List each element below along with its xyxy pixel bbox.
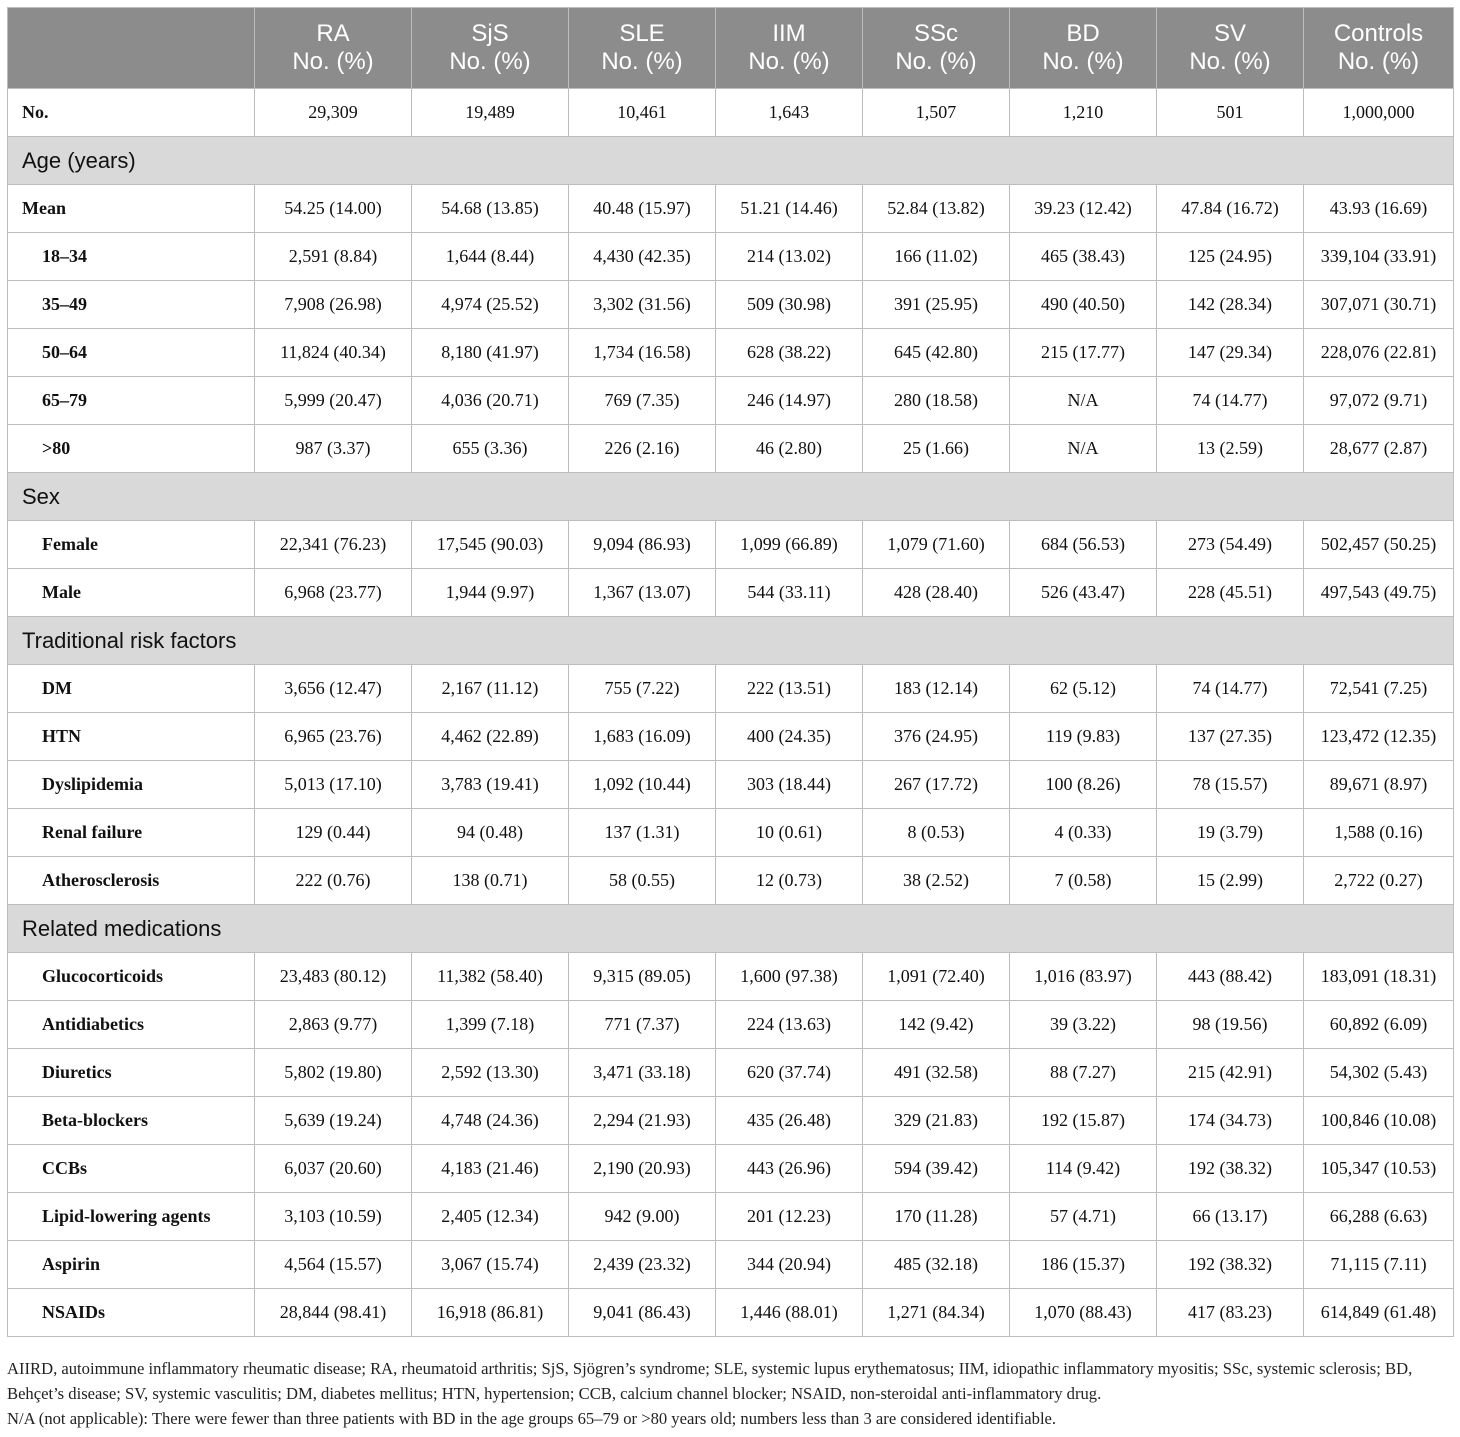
row-label: 65–79 [8, 377, 255, 425]
footnote-na-note: N/A (not applicable): There were fewer than three patients with BD in the age groups 65–79 or >80 years old; numbers less than 3 are considered identifiable. [7, 1409, 1057, 1428]
section-label: Sex [8, 473, 1454, 521]
table-cell: 490 (40.50) [1010, 281, 1157, 329]
table-row [8, 665, 1454, 713]
table-cell: 114 (9.42) [1010, 1145, 1157, 1193]
table-row [8, 377, 1454, 425]
section-row [8, 137, 1454, 185]
table-cell: 246 (14.97) [716, 377, 863, 425]
table-cell: 43.93 (16.69) [1304, 185, 1454, 233]
table-row [8, 569, 1454, 617]
table-cell: 417 (83.23) [1157, 1289, 1304, 1337]
row-label: >80 [8, 425, 255, 473]
column-header-sv [1157, 8, 1304, 89]
table-cell: 8 (0.53) [863, 809, 1010, 857]
table-cell: 97,072 (9.71) [1304, 377, 1454, 425]
table-cell: 1,210 [1010, 89, 1157, 137]
table-cell: 339,104 (33.91) [1304, 233, 1454, 281]
table-cell: 28,844 (98.41) [255, 1289, 412, 1337]
table-cell: 655 (3.36) [412, 425, 569, 473]
table-cell: 25 (1.66) [863, 425, 1010, 473]
column-name: SV [1213, 20, 1246, 47]
table-row [8, 1001, 1454, 1049]
table-cell: 15 (2.99) [1157, 857, 1304, 905]
table-cell: 443 (88.42) [1157, 953, 1304, 1001]
table-row [8, 1145, 1454, 1193]
table-cell: 226 (2.16) [569, 425, 716, 473]
table-cell: 344 (20.94) [716, 1241, 863, 1289]
table-cell: 769 (7.35) [569, 377, 716, 425]
header-corner [8, 8, 255, 89]
table-cell: 54.68 (13.85) [412, 185, 569, 233]
table-cell: 9,315 (89.05) [569, 953, 716, 1001]
table-cell: 614,849 (61.48) [1304, 1289, 1454, 1337]
table-cell: N/A [1010, 377, 1157, 425]
data-table [7, 7, 1454, 1337]
table-cell: 192 (15.87) [1010, 1097, 1157, 1145]
table-cell: 201 (12.23) [716, 1193, 863, 1241]
table-cell: 1,271 (84.34) [863, 1289, 1010, 1337]
table-cell: 147 (29.34) [1157, 329, 1304, 377]
table-cell: 5,013 (17.10) [255, 761, 412, 809]
row-label: Glucocorticoids [8, 953, 255, 1001]
table-cell: 2,592 (13.30) [412, 1049, 569, 1097]
table-cell: 3,302 (31.56) [569, 281, 716, 329]
table-cell: 183 (12.14) [863, 665, 1010, 713]
table-cell: 142 (28.34) [1157, 281, 1304, 329]
table-cell: 11,824 (40.34) [255, 329, 412, 377]
section-row [8, 905, 1454, 953]
table-cell: 54.25 (14.00) [255, 185, 412, 233]
row-label: CCBs [8, 1145, 255, 1193]
table-cell: 137 (27.35) [1157, 713, 1304, 761]
table-cell: 1,683 (16.09) [569, 713, 716, 761]
table-row [8, 425, 1454, 473]
table-cell: 2,439 (23.32) [569, 1241, 716, 1289]
row-label: 35–49 [8, 281, 255, 329]
table-cell: 376 (24.95) [863, 713, 1010, 761]
row-label: Diuretics [8, 1049, 255, 1097]
table-cell: 4,974 (25.52) [412, 281, 569, 329]
table-cell: 273 (54.49) [1157, 521, 1304, 569]
column-unit: No. (%) [292, 48, 374, 75]
column-name: RA [316, 20, 350, 47]
table-cell: 129 (0.44) [255, 809, 412, 857]
table-cell: 19,489 [412, 89, 569, 137]
table-cell: 594 (39.42) [863, 1145, 1010, 1193]
table-cell: N/A [1010, 425, 1157, 473]
row-label: 50–64 [8, 329, 255, 377]
table-cell: 443 (26.96) [716, 1145, 863, 1193]
table-cell: 23,483 (80.12) [255, 953, 412, 1001]
table-cell: 19 (3.79) [1157, 809, 1304, 857]
column-unit: No. (%) [1337, 48, 1420, 75]
table-cell: 60,892 (6.09) [1304, 1001, 1454, 1049]
table-cell: 267 (17.72) [863, 761, 1010, 809]
table-cell: 183,091 (18.31) [1304, 953, 1454, 1001]
table-row [8, 713, 1454, 761]
table-cell: 502,457 (50.25) [1304, 521, 1454, 569]
table-cell: 1,367 (13.07) [569, 569, 716, 617]
table-cell: 40.48 (15.97) [569, 185, 716, 233]
table-cell: 119 (9.83) [1010, 713, 1157, 761]
row-label: Antidiabetics [8, 1001, 255, 1049]
table-cell: 400 (24.35) [716, 713, 863, 761]
table-cell: 2,591 (8.84) [255, 233, 412, 281]
table-cell: 9,094 (86.93) [569, 521, 716, 569]
table-cell: 215 (42.91) [1157, 1049, 1304, 1097]
table-cell: 1,600 (97.38) [716, 953, 863, 1001]
row-label: No. [8, 89, 255, 137]
table-cell: 222 (0.76) [255, 857, 412, 905]
table-cell: 4,748 (24.36) [412, 1097, 569, 1145]
column-unit: No. (%) [1042, 48, 1124, 75]
table-cell: 88 (7.27) [1010, 1049, 1157, 1097]
column-header-sjs [412, 8, 569, 89]
table-cell: 100 (8.26) [1010, 761, 1157, 809]
document [7, 7, 1453, 1337]
table-row [8, 89, 1454, 137]
table-cell: 142 (9.42) [863, 1001, 1010, 1049]
column-name: BD [1066, 20, 1100, 47]
table-row [8, 857, 1454, 905]
table-cell: 6,968 (23.77) [255, 569, 412, 617]
column-unit: No. (%) [748, 48, 830, 75]
table-cell: 1,091 (72.40) [863, 953, 1010, 1001]
table-cell: 3,471 (33.18) [569, 1049, 716, 1097]
row-label: Aspirin [8, 1241, 255, 1289]
table-cell: 303 (18.44) [716, 761, 863, 809]
table-row [8, 809, 1454, 857]
column-name: SLE [619, 20, 665, 47]
row-label: DM [8, 665, 255, 713]
column-header-ra [255, 8, 412, 89]
section-row [8, 617, 1454, 665]
table-cell: 5,802 (19.80) [255, 1049, 412, 1097]
table-cell: 46 (2.80) [716, 425, 863, 473]
table-row [8, 953, 1454, 1001]
column-unit: No. (%) [1189, 48, 1271, 75]
row-label: Mean [8, 185, 255, 233]
table-cell: 491 (32.58) [863, 1049, 1010, 1097]
table-cell: 7 (0.58) [1010, 857, 1157, 905]
table-cell: 214 (13.02) [716, 233, 863, 281]
table-cell: 2,167 (11.12) [412, 665, 569, 713]
table-cell: 72,541 (7.25) [1304, 665, 1454, 713]
table-cell: 501 [1157, 89, 1304, 137]
table-row [8, 1049, 1454, 1097]
table-cell: 544 (33.11) [716, 569, 863, 617]
table-cell: 2,405 (12.34) [412, 1193, 569, 1241]
table-cell: 6,965 (23.76) [255, 713, 412, 761]
table-cell: 22,341 (76.23) [255, 521, 412, 569]
table-cell: 2,294 (21.93) [569, 1097, 716, 1145]
table-cell: 4,430 (42.35) [569, 233, 716, 281]
table-cell: 58 (0.55) [569, 857, 716, 905]
table-cell: 224 (13.63) [716, 1001, 863, 1049]
table-cell: 192 (38.32) [1157, 1241, 1304, 1289]
table-cell: 1,643 [716, 89, 863, 137]
table-cell: 89,671 (8.97) [1304, 761, 1454, 809]
table-cell: 1,588 (0.16) [1304, 809, 1454, 857]
table-cell: 1,079 (71.60) [863, 521, 1010, 569]
table-cell: 1,016 (83.97) [1010, 953, 1157, 1001]
table-cell: 3,783 (19.41) [412, 761, 569, 809]
table-cell: 1,507 [863, 89, 1010, 137]
table-cell: 5,999 (20.47) [255, 377, 412, 425]
table-cell: 509 (30.98) [716, 281, 863, 329]
header-row [8, 8, 1454, 89]
section-label: Traditional risk factors [8, 617, 1454, 665]
table-cell: 47.84 (16.72) [1157, 185, 1304, 233]
column-header-controls [1304, 8, 1454, 89]
table-cell: 755 (7.22) [569, 665, 716, 713]
table-cell: 29,309 [255, 89, 412, 137]
table-cell: 10,461 [569, 89, 716, 137]
table-cell: 628 (38.22) [716, 329, 863, 377]
table-cell: 5,639 (19.24) [255, 1097, 412, 1145]
table-cell: 645 (42.80) [863, 329, 1010, 377]
table-cell: 942 (9.00) [569, 1193, 716, 1241]
table-cell: 1,944 (9.97) [412, 569, 569, 617]
table-cell: 6,037 (20.60) [255, 1145, 412, 1193]
table-cell: 228,076 (22.81) [1304, 329, 1454, 377]
table-cell: 228 (45.51) [1157, 569, 1304, 617]
table-cell: 4,564 (15.57) [255, 1241, 412, 1289]
section-label: Related medications [8, 905, 1454, 953]
table-cell: 4,183 (21.46) [412, 1145, 569, 1193]
table-cell: 11,382 (58.40) [412, 953, 569, 1001]
table-cell: 74 (14.77) [1157, 377, 1304, 425]
table-cell: 3,103 (10.59) [255, 1193, 412, 1241]
table-row [8, 521, 1454, 569]
section-row [8, 473, 1454, 521]
table-cell: 192 (38.32) [1157, 1145, 1304, 1193]
row-label: 18–34 [8, 233, 255, 281]
table-cell: 137 (1.31) [569, 809, 716, 857]
column-header-sle [569, 8, 716, 89]
table-cell: 123,472 (12.35) [1304, 713, 1454, 761]
column-name: Controls [1333, 20, 1424, 47]
column-header-ssc [863, 8, 1010, 89]
table-cell: 138 (0.71) [412, 857, 569, 905]
table-row [8, 1289, 1454, 1337]
table-row [8, 1193, 1454, 1241]
table-cell: 1,734 (16.58) [569, 329, 716, 377]
table-cell: 2,722 (0.27) [1304, 857, 1454, 905]
table-cell: 684 (56.53) [1010, 521, 1157, 569]
row-label: Lipid-lowering agents [8, 1193, 255, 1241]
table-cell: 215 (17.77) [1010, 329, 1157, 377]
table-cell: 17,545 (90.03) [412, 521, 569, 569]
table-cell: 222 (13.51) [716, 665, 863, 713]
table-cell: 10 (0.61) [716, 809, 863, 857]
table-cell: 1,092 (10.44) [569, 761, 716, 809]
table-cell: 771 (7.37) [569, 1001, 716, 1049]
table-cell: 13 (2.59) [1157, 425, 1304, 473]
table-cell: 170 (11.28) [863, 1193, 1010, 1241]
table-cell: 1,399 (7.18) [412, 1001, 569, 1049]
table-cell: 987 (3.37) [255, 425, 412, 473]
table-cell: 465 (38.43) [1010, 233, 1157, 281]
table-cell: 620 (37.74) [716, 1049, 863, 1097]
table-cell: 526 (43.47) [1010, 569, 1157, 617]
table-row [8, 281, 1454, 329]
table-cell: 39 (3.22) [1010, 1001, 1157, 1049]
table-row [8, 329, 1454, 377]
table-cell: 71,115 (7.11) [1304, 1241, 1454, 1289]
table-cell: 57 (4.71) [1010, 1193, 1157, 1241]
table-cell: 94 (0.48) [412, 809, 569, 857]
row-label: Beta-blockers [8, 1097, 255, 1145]
table-cell: 4,462 (22.89) [412, 713, 569, 761]
footnote-abbreviations: AIIRD, autoimmune inflammatory rheumatic disease; RA, rheumatoid arthritis; SjS, Sjögren’s syndrome; SLE, systemic lupus erythematosus; IIM, idiopathic inflammatory myositis; SSc, systemic sclerosis; BD, Behçet’s disease; SV, systemic vasculitis; DM, diabetes mellitus; HTN, hypertension; CCB, calcium channel blocker; NSAID, non-steroidal anti-inflammatory drug. [7, 1359, 1413, 1403]
table-body [8, 89, 1454, 1337]
table-cell: 51.21 (14.46) [716, 185, 863, 233]
table-cell: 7,908 (26.98) [255, 281, 412, 329]
table-cell: 428 (28.40) [863, 569, 1010, 617]
table-cell: 66,288 (6.63) [1304, 1193, 1454, 1241]
column-unit: No. (%) [895, 48, 977, 75]
section-label: Age (years) [8, 137, 1454, 185]
table-cell: 66 (13.17) [1157, 1193, 1304, 1241]
row-label: Female [8, 521, 255, 569]
table-cell: 39.23 (12.42) [1010, 185, 1157, 233]
table-cell: 74 (14.77) [1157, 665, 1304, 713]
table-row [8, 233, 1454, 281]
table-cell: 1,000,000 [1304, 89, 1454, 137]
table-row [8, 1097, 1454, 1145]
table-cell: 3,656 (12.47) [255, 665, 412, 713]
table-cell: 1,070 (88.43) [1010, 1289, 1157, 1337]
table-cell: 1,644 (8.44) [412, 233, 569, 281]
column-unit: No. (%) [449, 48, 531, 75]
table-cell: 2,190 (20.93) [569, 1145, 716, 1193]
table-cell: 52.84 (13.82) [863, 185, 1010, 233]
table-row [8, 1241, 1454, 1289]
column-name: SSc [913, 20, 958, 47]
table-cell: 329 (21.83) [863, 1097, 1010, 1145]
row-label: HTN [8, 713, 255, 761]
table-cell: 62 (5.12) [1010, 665, 1157, 713]
column-header-iim [716, 8, 863, 89]
row-label: Renal failure [8, 809, 255, 857]
table-row [8, 761, 1454, 809]
table-cell: 174 (34.73) [1157, 1097, 1304, 1145]
table-cell: 16,918 (86.81) [412, 1289, 569, 1337]
column-name: SjS [471, 20, 509, 47]
table-cell: 307,071 (30.71) [1304, 281, 1454, 329]
table-cell: 3,067 (15.74) [412, 1241, 569, 1289]
table-cell: 105,347 (10.53) [1304, 1145, 1454, 1193]
row-label: NSAIDs [8, 1289, 255, 1337]
row-label: Male [8, 569, 255, 617]
table-cell: 38 (2.52) [863, 857, 1010, 905]
table-cell: 12 (0.73) [716, 857, 863, 905]
table-cell: 435 (26.48) [716, 1097, 863, 1145]
column-unit: No. (%) [601, 48, 683, 75]
table-cell: 186 (15.37) [1010, 1241, 1157, 1289]
table-footnote [7, 1356, 1453, 1431]
table-cell: 78 (15.57) [1157, 761, 1304, 809]
table-cell: 54,302 (5.43) [1304, 1049, 1454, 1097]
table-cell: 4,036 (20.71) [412, 377, 569, 425]
table-cell: 2,863 (9.77) [255, 1001, 412, 1049]
table-cell: 4 (0.33) [1010, 809, 1157, 857]
row-label: Dyslipidemia [8, 761, 255, 809]
table-header [8, 8, 1454, 89]
table-cell: 485 (32.18) [863, 1241, 1010, 1289]
table-cell: 391 (25.95) [863, 281, 1010, 329]
table-row [8, 185, 1454, 233]
table-cell: 166 (11.02) [863, 233, 1010, 281]
table-cell: 100,846 (10.08) [1304, 1097, 1454, 1145]
table-cell: 1,099 (66.89) [716, 521, 863, 569]
column-header-bd [1010, 8, 1157, 89]
column-name: IIM [772, 20, 806, 47]
table-cell: 125 (24.95) [1157, 233, 1304, 281]
table-cell: 28,677 (2.87) [1304, 425, 1454, 473]
table-cell: 8,180 (41.97) [412, 329, 569, 377]
table-cell: 497,543 (49.75) [1304, 569, 1454, 617]
row-label: Atherosclerosis [8, 857, 255, 905]
table-cell: 9,041 (86.43) [569, 1289, 716, 1337]
table-cell: 1,446 (88.01) [716, 1289, 863, 1337]
table-cell: 98 (19.56) [1157, 1001, 1304, 1049]
table-cell: 280 (18.58) [863, 377, 1010, 425]
